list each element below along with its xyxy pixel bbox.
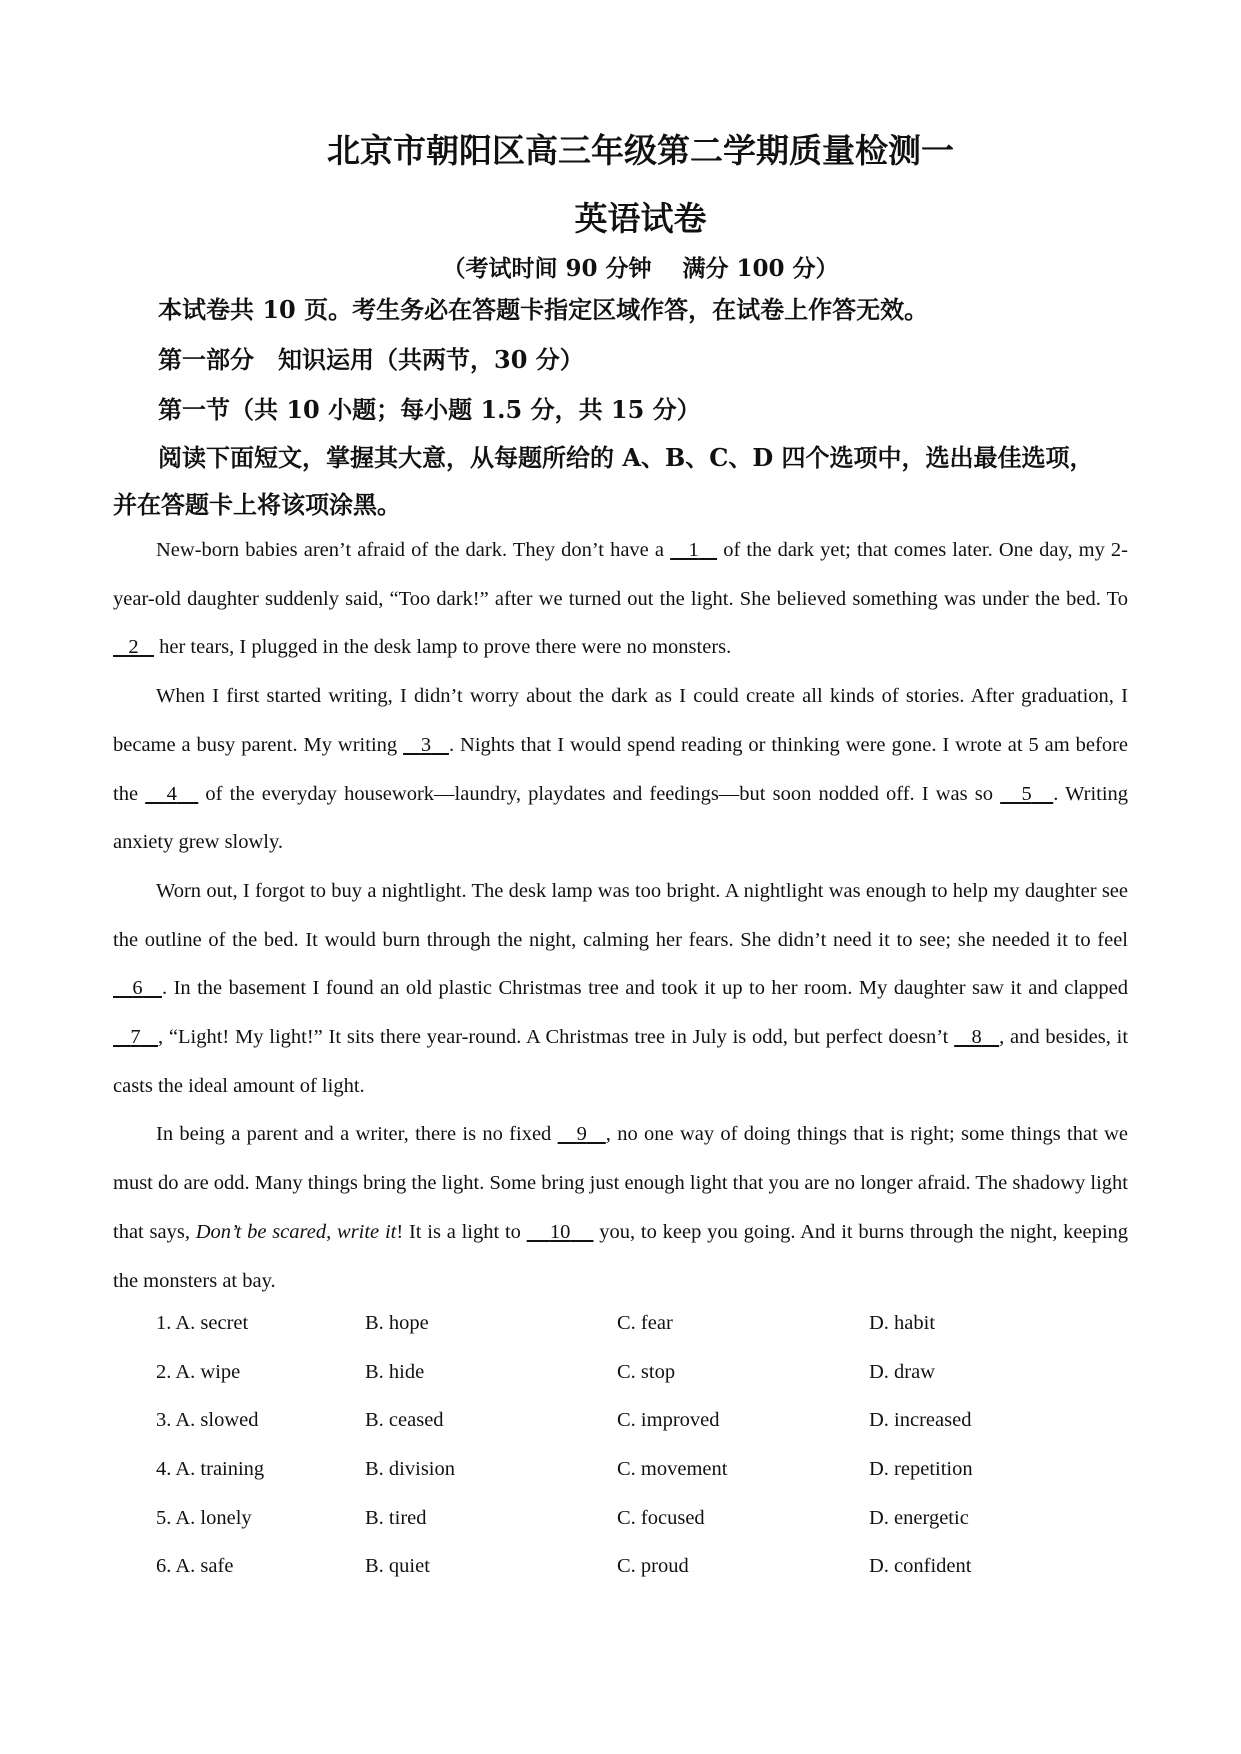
option-a: 5. A. lonely [156,1506,252,1529]
passage-text: of the dark yet; that comes later. One day, my 2-year-old daughter suddenly said, “Too dark!” after we turned out the light. She believed something was under the bed. To [113,539,1129,610]
passage-text: , no one way of doing things that is right; some things that we must do are odd. Many things bring the light. Some bring just enough light that you are no longer afraid. The shadowy light that says, [113,1123,1129,1243]
passage-text: Worn out, I forgot to buy a nightlight. The desk lamp was too bright. A nightlight was enough to help my daughter see the outline of the bed. It would burn through the night, calming her fears. She didn’t need it to see; she needed it to feel [113,879,1128,951]
passage-text: , [326,1220,338,1243]
option-a: 3. A. slowed [156,1409,259,1432]
blank-2: 2 [128,636,139,659]
blank-5: 5 [1021,782,1032,805]
italic-quote: Don’t be scared [195,1220,327,1243]
blank-3: 3 [420,733,432,756]
option-b: B. ceased [365,1409,444,1432]
blank-4: 4 [166,782,177,805]
passage-paragraph-3 [113,867,1128,1111]
notice: 本试卷共 10 页。考生务必在答题卡指定区域作答，在试卷上作答无效。 [158,295,929,324]
option-c: C. stop [617,1360,676,1383]
exam-info: （考试时间 90 分钟 满分 100 分） [442,255,839,282]
blank-1: 1 [688,539,699,561]
option-row [156,1312,1156,1361]
passage-text: . Writing anxiety grew slowly. [113,782,1129,854]
blank-8: 8 [971,1026,982,1049]
option-d: D. habit [869,1312,936,1334]
option-d: D. energetic [869,1506,969,1529]
option-a: 1. A. secret [156,1312,249,1334]
option-b: B. quiet [365,1555,430,1578]
option-c: C. improved [617,1409,720,1432]
passage-paragraph-1 [113,526,1128,672]
passage-paragraph-4 [113,1110,1128,1305]
passage-text: you, to keep you going. And it burns through the night, keeping the monsters at bay. [113,1220,1129,1292]
option-row [156,1507,1156,1556]
option-b: B. hide [365,1360,425,1383]
passage-text: . Nights that I would spend reading or thinking were gone. I wrote at 5 am before the [113,733,1128,805]
section-heading: 第一节（共 10 小题；每小题 1.5 分，共 15 分） [158,395,701,424]
blank-9: 9 [576,1123,587,1146]
option-a: 4. A. training [156,1458,265,1481]
option-row [156,1361,1156,1410]
passage-paragraph-2 [113,672,1128,867]
option-b: B. division [365,1458,455,1481]
passage-text: When I first started writing, I didn’t worry about the dark as I could create all kinds of stories. After graduation, I became a busy parent. My writing [113,685,1128,756]
passage [113,526,1128,1305]
option-row [156,1458,1156,1507]
option-c: C. movement [617,1458,728,1481]
part-heading: 第一部分 知识运用（共两节，30 分） [158,345,584,374]
option-b: B. tired [365,1506,427,1529]
passage-text: , and besides, it casts the ideal amount of light. [113,1026,1129,1097]
option-d: D. draw [869,1360,936,1383]
option-a: 2. A. wipe [156,1360,241,1383]
option-row [156,1555,1156,1604]
option-c: C. proud [617,1555,689,1578]
option-row [156,1409,1156,1458]
option-c: C. fear [617,1312,673,1334]
passage-text: of the everyday housework—laundry, playdates and feedings—but soon nodded off. I was so [198,782,1001,805]
direction-line-2: 并在答题卡上将该项涂黑。 [113,490,401,519]
passage-text: ! It is a light to [396,1220,527,1243]
direction-line-1: 阅读下面短文，掌握其大意，从每题所给的 A、B、C、D 四个选项中，选出最佳选项， [158,443,1094,472]
blank-6: 6 [132,977,143,1000]
exam-title: 北京市朝阳区高三年级第二学期质量检测一 [327,131,954,170]
exam-subtitle: 英语试卷 [574,199,707,238]
option-d: D. repetition [869,1458,973,1481]
option-d: D. increased [869,1409,972,1432]
options-list [156,1312,1156,1604]
option-b: B. hope [365,1312,429,1334]
passage-text: , “Light! My light!” It sits there year-round. A Christmas tree in July is odd, but perfect doesn’t [157,1026,955,1049]
passage-text: . In the basement I found an old plastic Christmas tree and took it up to her room. My daughter saw it and clapped [162,977,1129,1000]
italic-quote: write it [337,1220,397,1243]
option-a: 6. A. safe [156,1555,234,1578]
option-c: C. focused [617,1506,705,1529]
passage-text: In being a parent and a writer, there is no fixed [156,1123,558,1146]
blank-10: 10 [549,1220,571,1243]
option-d: D. confident [869,1555,972,1578]
passage-text: her tears, I plugged in the desk lamp to prove there were no monsters. [154,636,732,659]
blank-7: 7 [130,1026,141,1049]
passage-text: New-born babies aren’t afraid of the dark. They don’t have a [156,539,671,561]
